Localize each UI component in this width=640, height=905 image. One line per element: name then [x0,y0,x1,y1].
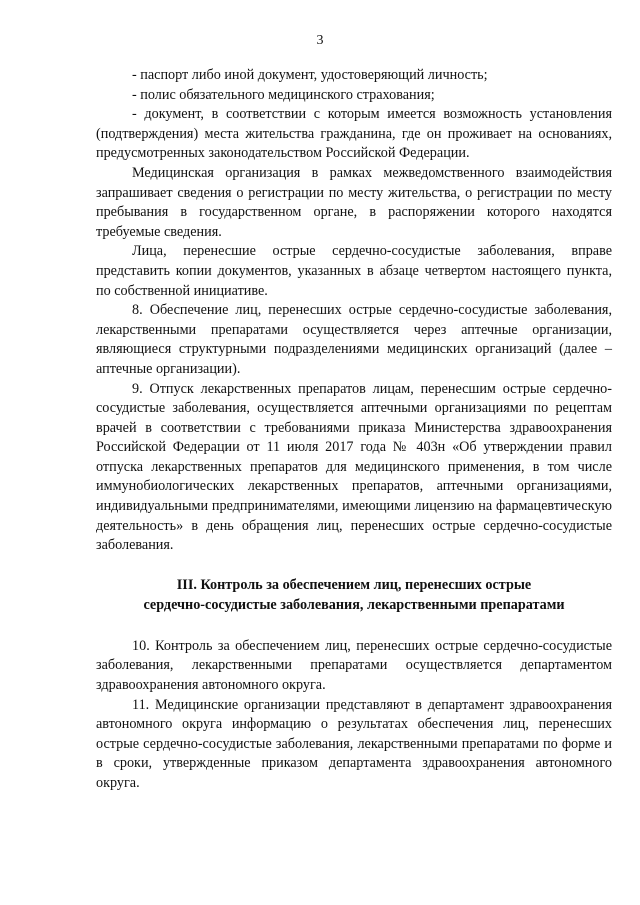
list-item-insurance-policy: - полис обязательного медицинского страхования; [132,86,435,103]
page-number: 3 [316,33,324,48]
paragraph-own-initiative: Лица, перенесшие острые сердечно-сосудистые заболевания, вправе представить копии документов, указанных в абзаце четвертом настоящего пункта, по собственной инициативе. [96,243,612,299]
list-item-passport: - паспорт либо иной документ, удостоверяющий личность; [132,67,488,83]
paragraph-interagency-request: Медицинская организация в рамках межведомственного взаимодействия запрашивает сведения о регистрации по месту жительства, о регистрации по месту пребывания в государственном органе, в распоряжении которого находятся требуемые сведения. [96,164,612,240]
paragraph-item-9: 9. Отпуск лекарственных препаратов лицам, перенесшим острые сердечно-сосудистые заболевания, осуществляется аптечными организациями по рецептам врачей в соответствии с требованиями приказа Министерства здравоохранения Российской Федерации от 11 июля 2017 года № 403н «Об утверждении правил отпуска лекарственных препаратов для медицинского применения, в том числе иммунобиологических лекарственных препаратов, аптечными организациями, индивидуальными предпринимателями, имеющими лицензию на фармацевтическую деятельность» в день обращения лиц, перенесших острые сердечно-сосудистые заболевания. [96,380,612,554]
document-body [96,66,612,794]
paragraph-item-8: 8. Обеспечение лиц, перенесших острые сердечно-сосудистые заболевания, лекарственными препаратами осуществляется через аптечные организации, являющиеся структурными подразделениями медицинских организаций (далее – аптечные организации). [96,302,612,377]
paragraph-item-11: 11. Медицинские организации представляют в департамент здравоохранения автономного округа информацию о результатах обеспечения лиц, перенесших острые сердечно-сосудистые заболевания, лекарственными препаратами по форме и в сроки, утвержденные приказом департамента здравоохранения автономного округа. [96,696,612,791]
list-item-residence-document: - документ, в соответствии с которым имеется возможность установления (подтверждения) места жительства гражданина, где он проживает на основаниях, предусмотренных законодательством Российской Федерации. [96,106,612,162]
section-heading-line-1: III. Контроль за обеспечением лиц, перенесших острые [176,576,532,593]
section-heading-line-2: сердечно-сосудистые заболевания, лекарственными препаратами [143,596,565,613]
paragraph-item-10: 10. Контроль за обеспечением лиц, перенесших острые сердечно-сосудистые заболевания, лекарственными препаратами осуществляется департаментом здравоохранения автономного округа. [96,637,612,694]
section-heading [96,575,612,615]
